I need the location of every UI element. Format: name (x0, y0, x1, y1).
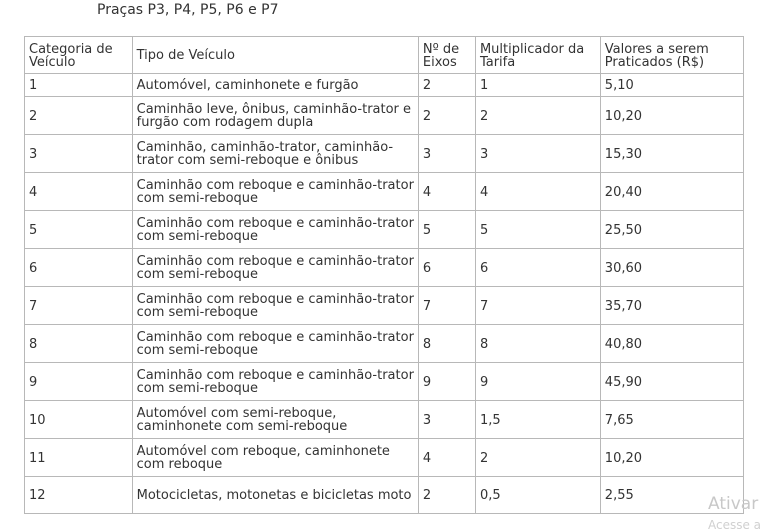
header-multiplicador: Multiplicador da Tarifa (475, 37, 600, 74)
header-valores: Valores a serem Praticados (R$) (600, 37, 743, 74)
cell-multiplicador: 2 (475, 97, 600, 135)
cell-tipo: Automóvel com semi-reboque, caminhonete com semi-reboque (132, 401, 418, 439)
cell-tipo: Caminhão com reboque e caminhão-trator com semi-reboque (132, 325, 418, 363)
cell-tipo: Caminhão com reboque e caminhão-trator com semi-reboque (132, 363, 418, 401)
cell-valor: 45,90 (600, 363, 743, 401)
cell-multiplicador: 8 (475, 325, 600, 363)
cell-valor: 30,60 (600, 249, 743, 287)
cell-eixos: 2 (418, 74, 475, 97)
activation-watermark-subtitle: Acesse a (708, 518, 762, 532)
cell-categoria: 5 (25, 211, 133, 249)
cell-eixos: 4 (418, 439, 475, 477)
header-categoria: Categoria de Veículo (25, 37, 133, 74)
table-row (25, 97, 744, 135)
cell-multiplicador: 1,5 (475, 401, 600, 439)
cell-eixos: 3 (418, 401, 475, 439)
cell-tipo: Caminhão, caminhão-trator, caminhão-trator com semi-reboque e ônibus (132, 135, 418, 173)
cell-valor: 35,70 (600, 287, 743, 325)
cell-tipo: Motocicletas, motonetas e bicicletas moto (132, 477, 418, 514)
cell-eixos: 5 (418, 211, 475, 249)
cell-categoria: 12 (25, 477, 133, 514)
table-row (25, 363, 744, 401)
cell-categoria: 6 (25, 249, 133, 287)
cell-multiplicador: 2 (475, 439, 600, 477)
cell-categoria: 8 (25, 325, 133, 363)
cell-valor: 25,50 (600, 211, 743, 249)
cell-categoria: 11 (25, 439, 133, 477)
cell-tipo: Caminhão com reboque e caminhão-trator com semi-reboque (132, 211, 418, 249)
cell-valor: 7,65 (600, 401, 743, 439)
table-row (25, 74, 744, 97)
table-row (25, 439, 744, 477)
cell-valor: 40,80 (600, 325, 743, 363)
cell-valor: 15,30 (600, 135, 743, 173)
cell-categoria: 4 (25, 173, 133, 211)
cell-multiplicador: 9 (475, 363, 600, 401)
header-tipo: Tipo de Veículo (132, 37, 418, 74)
table-heading: Praças P3, P4, P5, P6 e P7 (97, 2, 279, 18)
cell-valor: 10,20 (600, 97, 743, 135)
cell-tipo: Caminhão com reboque e caminhão-trator com semi-reboque (132, 173, 418, 211)
cell-tipo: Automóvel com reboque, caminhonete com reboque (132, 439, 418, 477)
cell-multiplicador: 4 (475, 173, 600, 211)
table-row (25, 325, 744, 363)
cell-valor: 10,20 (600, 439, 743, 477)
cell-multiplicador: 5 (475, 211, 600, 249)
cell-eixos: 4 (418, 173, 475, 211)
cell-multiplicador: 0,5 (475, 477, 600, 514)
table-row (25, 173, 744, 211)
table-row (25, 401, 744, 439)
table-row (25, 477, 744, 514)
cell-categoria: 9 (25, 363, 133, 401)
cell-valor: 20,40 (600, 173, 743, 211)
table-header-row (25, 37, 744, 74)
cell-valor: 2,55 (600, 477, 743, 514)
header-eixos: Nº de Eixos (418, 37, 475, 74)
cell-multiplicador: 6 (475, 249, 600, 287)
cell-eixos: 8 (418, 325, 475, 363)
table-row (25, 211, 744, 249)
cell-multiplicador: 3 (475, 135, 600, 173)
cell-eixos: 2 (418, 97, 475, 135)
cell-tipo: Automóvel, caminhonete e furgão (132, 74, 418, 97)
cell-categoria: 3 (25, 135, 133, 173)
cell-eixos: 7 (418, 287, 475, 325)
cell-tipo: Caminhão com reboque e caminhão-trator com semi-reboque (132, 249, 418, 287)
cell-eixos: 6 (418, 249, 475, 287)
toll-rates-table (24, 36, 744, 514)
activation-watermark-title: Ativar (708, 494, 759, 514)
cell-multiplicador: 1 (475, 74, 600, 97)
cell-categoria: 10 (25, 401, 133, 439)
table-row (25, 249, 744, 287)
table-row (25, 287, 744, 325)
cell-categoria: 7 (25, 287, 133, 325)
cell-eixos: 9 (418, 363, 475, 401)
cell-eixos: 3 (418, 135, 475, 173)
table-row (25, 135, 744, 173)
cell-tipo: Caminhão leve, ônibus, caminhão-trator e furgão com rodagem dupla (132, 97, 418, 135)
cell-categoria: 2 (25, 97, 133, 135)
cell-categoria: 1 (25, 74, 133, 97)
cell-eixos: 2 (418, 477, 475, 514)
cell-valor: 5,10 (600, 74, 743, 97)
cell-multiplicador: 7 (475, 287, 600, 325)
cell-tipo: Caminhão com reboque e caminhão-trator com semi-reboque (132, 287, 418, 325)
